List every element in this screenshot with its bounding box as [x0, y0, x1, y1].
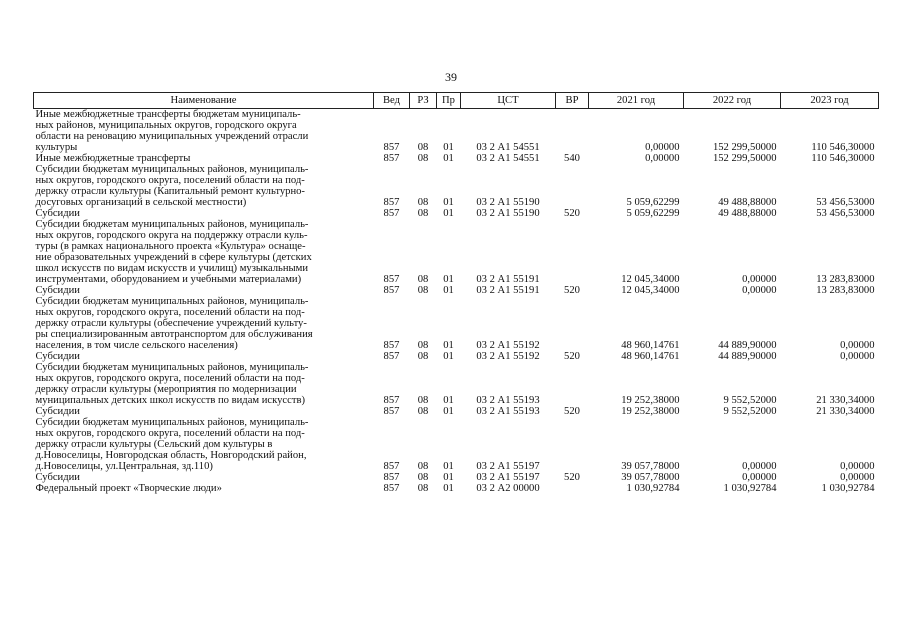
header-row: [34, 93, 879, 109]
row-ved: 857: [383, 472, 400, 483]
row-2023: 110 546,30000: [811, 153, 875, 164]
row-vr: 520: [564, 351, 580, 362]
row-cst: 03 2 А1 55192: [476, 340, 540, 351]
row-pr: 01: [443, 472, 454, 483]
row-name: Иные межбюджетные трансферты бюджетам муниципаль- ных районов, муниципальных округов, городского округа области на реновацию муниципальных учреждений отрасли культуры: [35, 109, 309, 153]
table-row: [34, 208, 879, 219]
header-pr: Пр: [437, 93, 461, 109]
row-vr: 520: [564, 472, 580, 483]
row-2021: 0,00000: [645, 142, 680, 153]
row-rz: 08: [417, 153, 429, 164]
row-2023: 21 330,34000: [816, 406, 875, 417]
row-cst: 03 2 А1 55190: [476, 208, 540, 219]
row-cst: 03 2 А1 55191: [476, 285, 540, 296]
header-name: Наименование: [34, 93, 374, 109]
table-row: [34, 153, 879, 164]
row-vr: 520: [564, 285, 580, 296]
row-2022: 0,00000: [742, 472, 777, 483]
table-row: [34, 472, 879, 483]
row-cst: 03 2 А1 54551: [476, 153, 540, 164]
table-row: [34, 219, 879, 285]
header-2023: 2023 год: [781, 93, 879, 109]
row-ved: 857: [383, 340, 400, 351]
row-vr: [556, 483, 589, 494]
row-vr: [556, 164, 589, 208]
table-row: [34, 109, 879, 154]
row-2021: 1 030,92784: [626, 483, 680, 494]
row-2023: 0,00000: [840, 461, 875, 472]
row-2023: 53 456,53000: [816, 197, 875, 208]
row-rz: 08: [417, 340, 429, 351]
row-ved: 857: [383, 274, 400, 285]
row-2022: 0,00000: [742, 461, 777, 472]
row-ved: 857: [383, 197, 400, 208]
row-pr: 01: [443, 285, 454, 296]
row-2022: 44 889,90000: [718, 340, 777, 351]
row-name: Субсидии бюджетам муниципальных районов, муниципаль- ных округов, городского округа, поселений области на под- держку отрасли культуры (мероприятия по модернизации муниципальных детских школ искусств по видам искусств): [35, 362, 309, 406]
row-cst: 03 2 А1 55191: [476, 274, 540, 285]
row-2022: 9 552,52000: [723, 406, 777, 417]
row-ved: 857: [383, 461, 400, 472]
header-ved: Вед: [374, 93, 410, 109]
row-name: Субсидии: [35, 472, 80, 483]
header-2022: 2022 год: [684, 93, 781, 109]
row-ved: 857: [383, 351, 400, 362]
row-cst: 03 2 А1 55190: [476, 197, 540, 208]
row-2023: 0,00000: [840, 340, 875, 351]
row-ved: 857: [383, 153, 400, 164]
row-2021: 19 252,38000: [621, 406, 680, 417]
row-name: Субсидии бюджетам муниципальных районов, муниципаль- ных округов, городского округа, поселений области на под- держку отрасли культуры (Сельский дом культуры в д.Новоселицы, Новгородская область, Новгородский район, д.Новоселицы, ул.Центральная, зд.110): [35, 417, 309, 472]
budget-table: [33, 92, 879, 494]
row-vr: [556, 417, 589, 472]
row-rz: 08: [417, 483, 429, 494]
header-vr: ВР: [556, 93, 589, 109]
row-pr: 01: [443, 483, 454, 494]
table-row: [34, 285, 879, 296]
row-rz: 08: [417, 461, 429, 472]
row-name: Субсидии: [35, 351, 80, 362]
row-name: Иные межбюджетные трансферты: [35, 153, 191, 164]
row-2021: 48 960,14761: [621, 340, 680, 351]
row-rz: 08: [417, 395, 429, 406]
row-name: Субсидии бюджетам муниципальных районов, муниципаль- ных округов, городского округа, поселений области на под- держку отрасли культуры (обеспечение учреждений культу- ры специализированным автотранспортом для обслуживания населения, в том числе сельского населения): [35, 296, 313, 351]
row-rz: 08: [417, 351, 429, 362]
row-pr: 01: [443, 340, 454, 351]
row-rz: 08: [417, 285, 429, 296]
row-2023: 53 456,53000: [816, 208, 875, 219]
row-2023: 13 283,83000: [816, 285, 875, 296]
row-vr: [556, 109, 589, 154]
row-ved: 857: [383, 483, 400, 494]
row-rz: 08: [417, 197, 429, 208]
row-2021: 39 057,78000: [621, 472, 680, 483]
row-vr: 540: [564, 153, 580, 164]
row-pr: 01: [443, 461, 454, 472]
row-pr: 01: [443, 406, 454, 417]
row-name: Федеральный проект «Творческие люди»: [35, 483, 222, 494]
table-row: [34, 164, 879, 208]
header-rz: РЗ: [410, 93, 437, 109]
row-2021: 48 960,14761: [621, 351, 680, 362]
page-number: 39: [445, 70, 457, 84]
row-2022: 9 552,52000: [723, 395, 777, 406]
row-2022: 44 889,90000: [718, 351, 777, 362]
row-name: Субсидии: [35, 285, 80, 296]
row-2021: 0,00000: [645, 153, 680, 164]
row-2021: 12 045,34000: [621, 274, 680, 285]
row-name: Субсидии: [35, 208, 80, 219]
row-vr: [556, 219, 589, 285]
row-vr: 520: [564, 406, 580, 417]
row-pr: 01: [443, 197, 454, 208]
row-cst: 03 2 А1 55192: [476, 351, 540, 362]
row-2021: 12 045,34000: [621, 285, 680, 296]
row-rz: 08: [417, 208, 429, 219]
table-row: [34, 362, 879, 406]
row-cst: 03 2 А1 55197: [476, 472, 540, 483]
row-ved: 857: [383, 285, 400, 296]
row-2022: 0,00000: [742, 285, 777, 296]
row-rz: 08: [417, 274, 429, 285]
row-rz: 08: [417, 142, 429, 153]
row-pr: 01: [443, 395, 454, 406]
row-2021: 5 059,62299: [626, 197, 680, 208]
row-cst: 03 2 А1 54551: [476, 142, 540, 153]
row-2022: 49 488,88000: [718, 208, 777, 219]
row-name: Субсидии бюджетам муниципальных районов, муниципаль- ных округов, городского округа, поселений области на под- держку отрасли культуры (Капитальный ремонт культурно- досуговых организаций в сельской местности): [35, 164, 309, 208]
header-2021: 2021 год: [589, 93, 684, 109]
row-2023: 0,00000: [840, 351, 875, 362]
row-2023: 21 330,34000: [816, 395, 875, 406]
row-pr: 01: [443, 153, 454, 164]
row-vr: [556, 296, 589, 351]
table-row: [34, 483, 879, 494]
row-rz: 08: [417, 406, 429, 417]
row-ved: 857: [383, 395, 400, 406]
row-cst: 03 2 А1 55197: [476, 461, 540, 472]
row-cst: 03 2 А2 00000: [476, 483, 540, 494]
row-pr: 01: [443, 274, 454, 285]
table-row: [34, 406, 879, 417]
row-2021: 39 057,78000: [621, 461, 680, 472]
row-rz: 08: [417, 472, 429, 483]
row-2022: 1 030,92784: [723, 483, 777, 494]
row-2022: 152 299,50000: [712, 142, 777, 153]
table-row: [34, 296, 879, 351]
row-ved: 857: [383, 208, 400, 219]
row-2023: 13 283,83000: [816, 274, 875, 285]
row-pr: 01: [443, 351, 454, 362]
row-2021: 5 059,62299: [626, 208, 680, 219]
table-row: [34, 351, 879, 362]
row-2021: 19 252,38000: [621, 395, 680, 406]
row-cst: 03 2 А1 55193: [476, 406, 540, 417]
row-vr: 520: [564, 208, 580, 219]
table-row: [34, 417, 879, 472]
row-cst: 03 2 А1 55193: [476, 395, 540, 406]
table-body: [34, 109, 879, 495]
row-ved: 857: [383, 142, 400, 153]
row-2022: 152 299,50000: [712, 153, 777, 164]
row-name: Субсидии: [35, 406, 80, 417]
row-name: Субсидии бюджетам муниципальных районов, муниципаль- ных округов, городского округа на поддержку отрасли куль- туры (в рамках национального проекта «Культура» оснаще- ние образовательных учреждений в сфере культуры (детских школ искусств по видам искусств и училищ) музыкальными инструментами, оборудованием и учебными материалами): [35, 219, 312, 285]
row-2022: 0,00000: [742, 274, 777, 285]
row-2022: 49 488,88000: [718, 197, 777, 208]
row-2023: 110 546,30000: [811, 142, 875, 153]
row-2023: 0,00000: [840, 472, 875, 483]
row-2023: 1 030,92784: [821, 483, 875, 494]
row-vr: [556, 362, 589, 406]
header-cst: ЦСТ: [461, 93, 556, 109]
row-pr: 01: [443, 208, 454, 219]
row-ved: 857: [383, 406, 400, 417]
row-pr: 01: [443, 142, 454, 153]
